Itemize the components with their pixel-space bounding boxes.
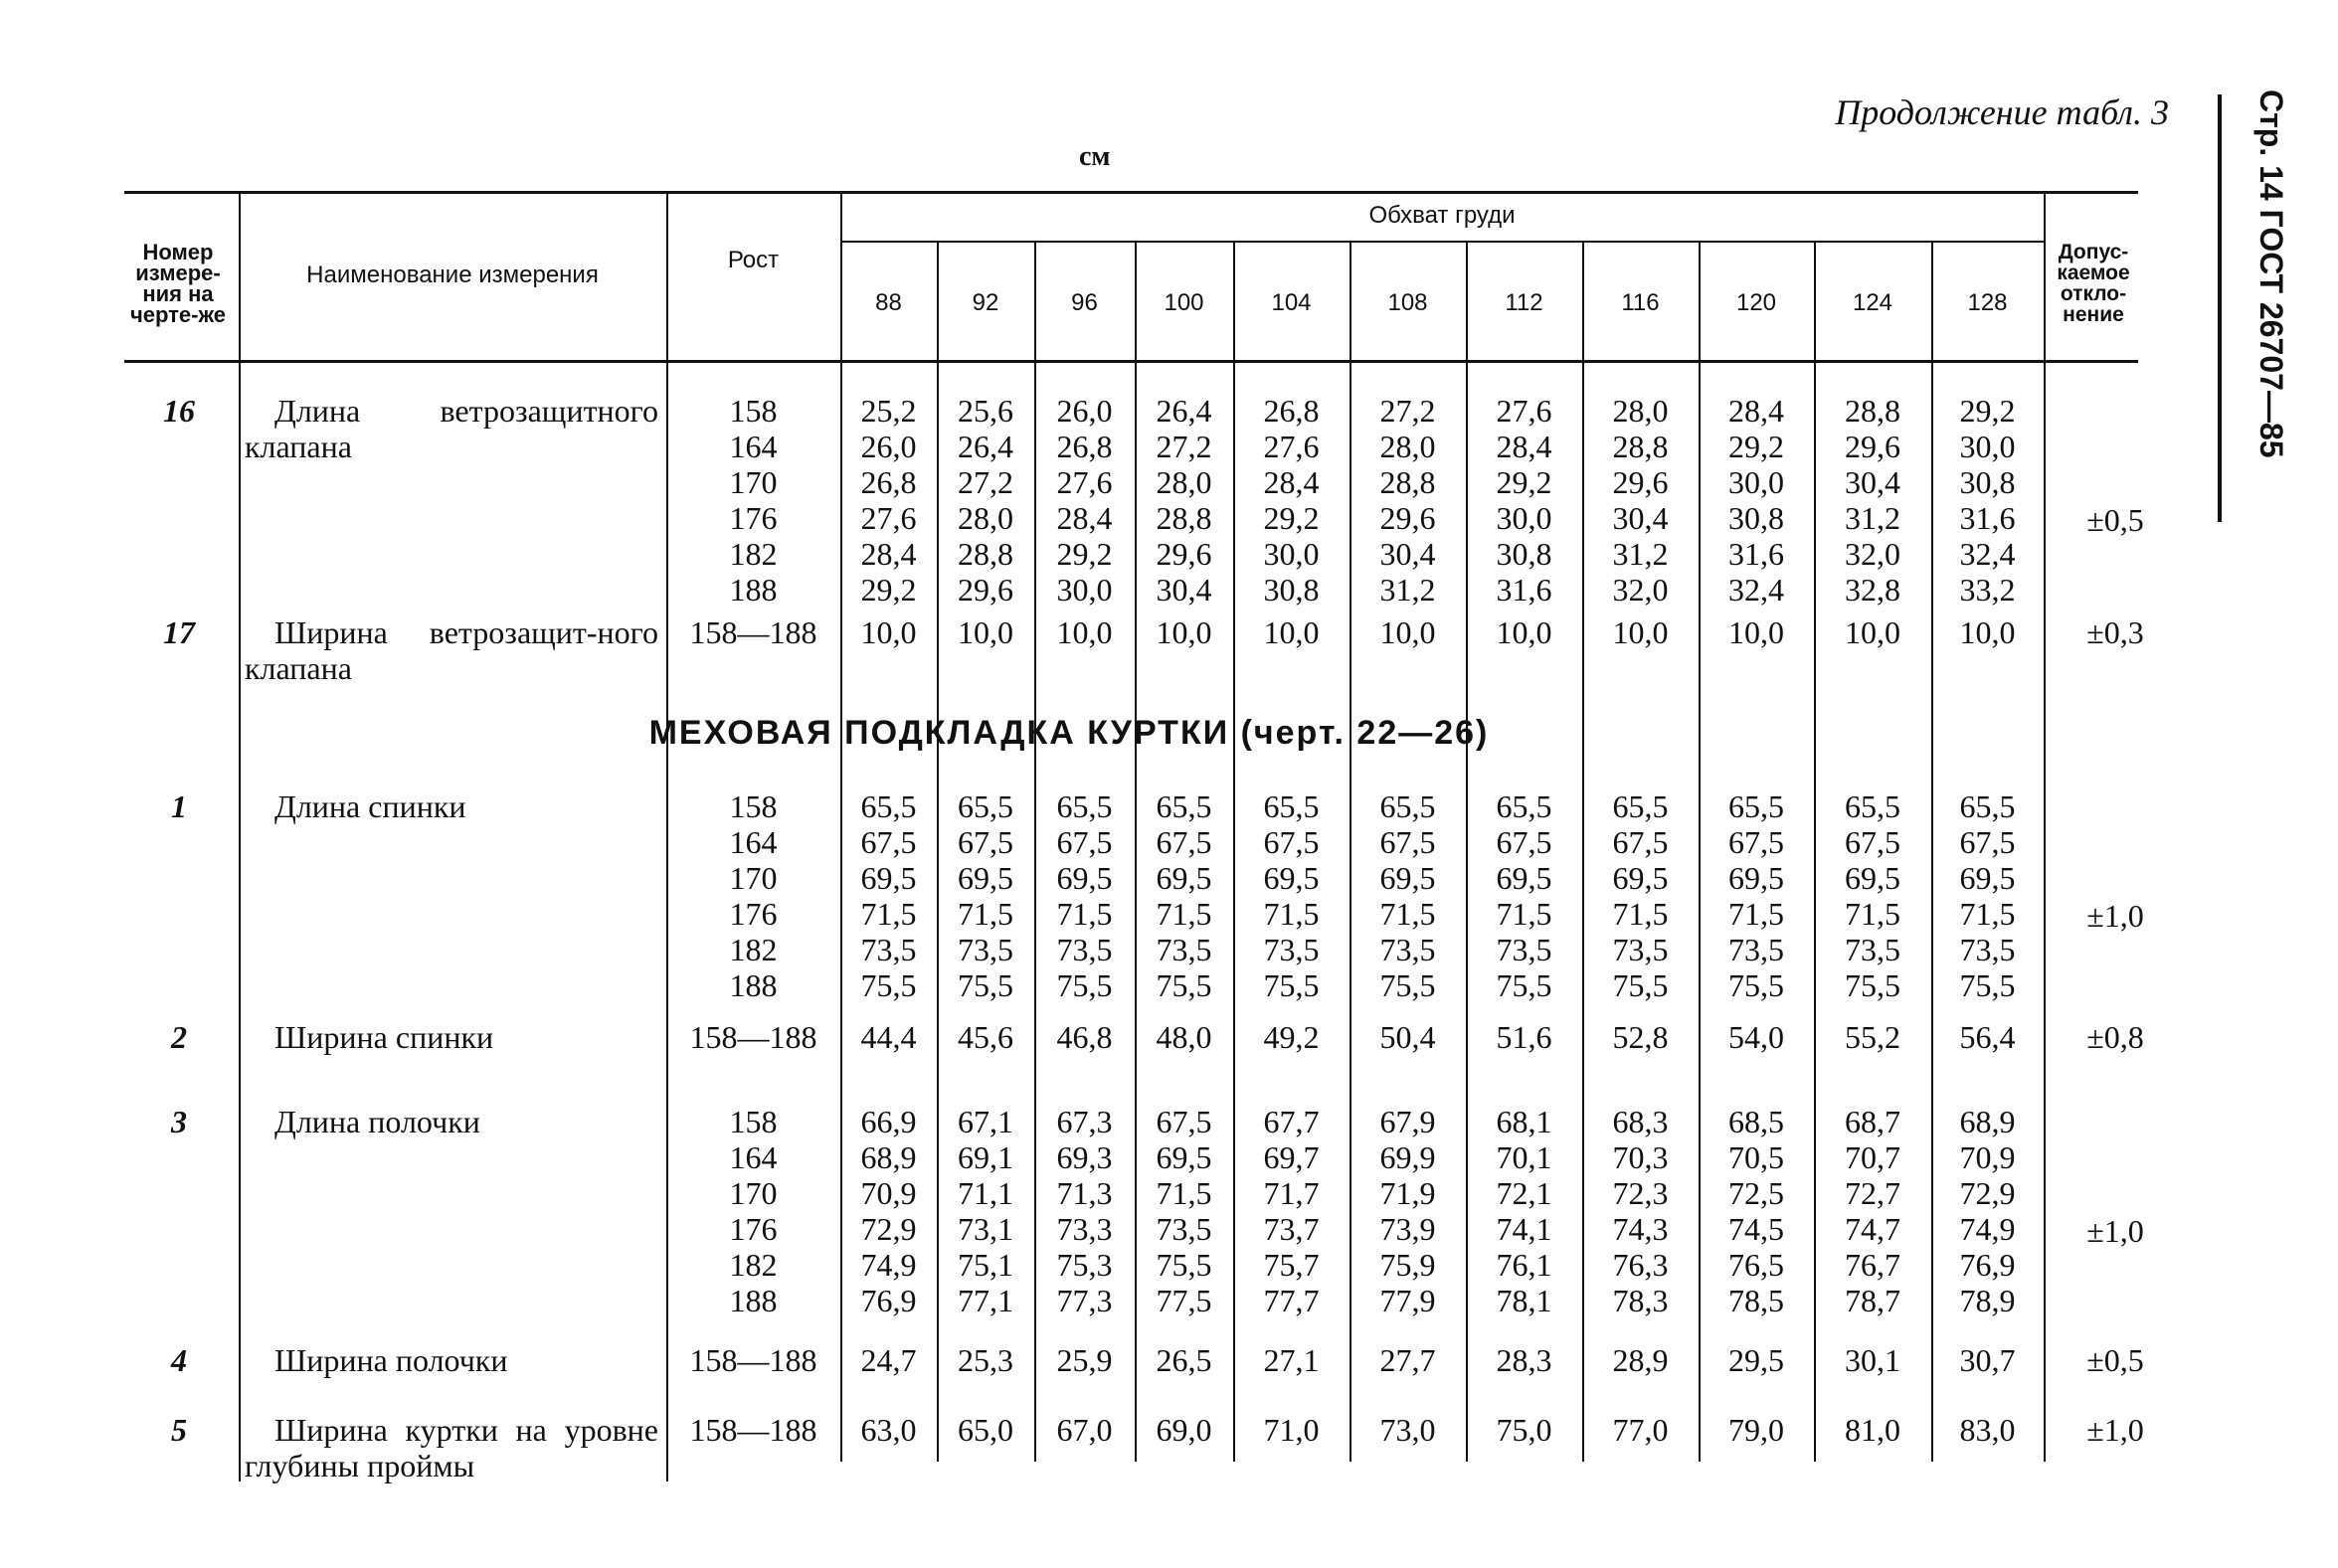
unit-label: см <box>1079 141 1111 172</box>
cell-values: 68,1 70,1 72,1 74,1 76,1 78,1 <box>1496 1104 1552 1318</box>
cell-values: 30,7 <box>1959 1342 2016 1378</box>
cell-values: 81,0 <box>1845 1412 1900 1448</box>
cell-values: 52,8 <box>1612 1019 1669 1055</box>
row-name: Ширина ветрозащит-ного клапана <box>245 614 658 686</box>
row-heights: 158—188 <box>689 1019 817 1055</box>
cell-values: 27,2 28,0 28,8 29,6 30,4 31,2 <box>1379 393 1436 608</box>
cell-values: 26,5 <box>1156 1342 1212 1378</box>
row-deviation: ±1,0 <box>2086 1213 2144 1249</box>
cell-values: 10,0 <box>1496 614 1552 650</box>
cell-values: 65,5 67,5 69,5 71,5 73,5 75,5 <box>1379 788 1436 1003</box>
header-number: Номер измере-ния на черте-же <box>129 240 227 327</box>
cell-values: 67,7 69,7 71,7 73,7 75,7 77,7 <box>1263 1104 1320 1318</box>
cell-values: 49,2 <box>1263 1019 1320 1055</box>
cell-values: 45,6 <box>958 1019 1013 1055</box>
side-divider <box>2218 94 2222 522</box>
cell-values: 75,0 <box>1496 1412 1552 1448</box>
cell-values: 26,0 26,8 27,6 28,4 29,2 30,0 <box>1056 393 1113 608</box>
row-name: Длина полочки <box>274 1104 480 1139</box>
row-heights: 158 164 170 176 182 188 <box>729 1104 778 1318</box>
row-number: 1 <box>171 788 187 824</box>
header-girth-100: 100 <box>1164 289 1204 316</box>
cell-values: 10,0 <box>1156 614 1212 650</box>
cell-values: 10,0 <box>1728 614 1784 650</box>
cell-values: 65,5 67,5 69,5 71,5 73,5 75,5 <box>1263 788 1320 1003</box>
cell-values: 46,8 <box>1056 1019 1113 1055</box>
cell-values: 65,5 67,5 69,5 71,5 73,5 75,5 <box>1496 788 1552 1003</box>
cell-values: 28,0 28,8 29,6 30,4 31,2 32,0 <box>1612 393 1669 608</box>
cell-values: 71,0 <box>1263 1412 1320 1448</box>
row-number: 4 <box>171 1342 187 1378</box>
cell-values: 48,0 <box>1156 1019 1212 1055</box>
header-girth-92: 92 <box>972 289 999 316</box>
cell-values: 63,0 <box>860 1412 917 1448</box>
row-name: Длина ветрозащитного клапана <box>245 393 658 464</box>
cell-values: 50,4 <box>1379 1019 1436 1055</box>
cell-values: 68,3 70,3 72,3 74,3 76,3 78,3 <box>1612 1104 1669 1318</box>
cell-values: 65,5 67,5 69,5 71,5 73,5 75,5 <box>1959 788 2016 1003</box>
cell-values: 10,0 <box>1959 614 2016 650</box>
cell-values: 26,8 27,6 28,4 29,2 30,0 30,8 <box>1263 393 1320 608</box>
row-number: 16 <box>163 393 195 429</box>
cell-values: 65,5 67,5 69,5 71,5 73,5 75,5 <box>1845 788 1900 1003</box>
row-deviation: ±0,5 <box>2086 1342 2144 1378</box>
cell-values: 67,3 69,3 71,3 73,3 75,3 77,3 <box>1056 1104 1113 1318</box>
cell-values: 65,0 <box>958 1412 1013 1448</box>
row-number: 3 <box>171 1104 187 1139</box>
header-girth-112: 112 <box>1505 289 1543 316</box>
cell-values: 30,1 <box>1845 1342 1900 1378</box>
cell-values: 77,0 <box>1612 1412 1669 1448</box>
cell-values: 67,1 69,1 71,1 73,1 75,1 77,1 <box>958 1104 1013 1318</box>
cell-values: 25,2 26,0 26,8 27,6 28,4 29,2 <box>860 393 917 608</box>
col-divider-number <box>239 191 241 1481</box>
cell-values: 65,5 67,5 69,5 71,5 73,5 75,5 <box>958 788 1013 1003</box>
cell-values: 27,1 <box>1263 1342 1320 1378</box>
header-girth-108: 108 <box>1387 289 1428 316</box>
cell-values: 10,0 <box>1263 614 1320 650</box>
cell-values: 27,6 28,4 29,2 30,0 30,8 31,6 <box>1496 393 1552 608</box>
row-deviation: ±1,0 <box>2086 1412 2144 1448</box>
header-girth-128: 128 <box>1967 289 2008 316</box>
row-heights: 158 164 170 176 182 188 <box>729 788 778 1003</box>
col-divider-girth <box>2044 191 2046 1462</box>
cell-values: 26,4 27,2 28,0 28,8 29,6 30,4 <box>1156 393 1212 608</box>
cell-values: 56,4 <box>1959 1019 2016 1055</box>
cell-values: 65,5 67,5 69,5 71,5 73,5 75,5 <box>1728 788 1784 1003</box>
cell-values: 67,9 69,9 71,9 73,9 75,9 77,9 <box>1379 1104 1436 1318</box>
row-number: 5 <box>171 1412 187 1448</box>
cell-values: 44,4 <box>860 1019 917 1055</box>
cell-values: 25,6 26,4 27,2 28,0 28,8 29,6 <box>958 393 1013 608</box>
row-deviation: ±0,8 <box>2086 1019 2144 1055</box>
cell-values: 66,9 68,9 70,9 72,9 74,9 76,9 <box>860 1104 917 1318</box>
cell-values: 73,0 <box>1379 1412 1436 1448</box>
header-girth-88: 88 <box>875 289 902 316</box>
table-continuation-label: Продолжение табл. 3 <box>1835 92 2169 132</box>
cell-values: 10,0 <box>860 614 917 650</box>
cell-values: 67,5 69,5 71,5 73,5 75,5 77,5 <box>1156 1104 1212 1318</box>
row-name: Ширина спинки <box>274 1019 494 1055</box>
cell-values: 54,0 <box>1728 1019 1784 1055</box>
cell-values: 83,0 <box>1959 1412 2016 1448</box>
header-height: Рост <box>727 247 780 273</box>
row-deviation: ±1,0 <box>2086 898 2144 934</box>
header-girth-116: 116 <box>1621 289 1660 316</box>
cell-values: 28,3 <box>1496 1342 1552 1378</box>
cell-values: 65,5 67,5 69,5 71,5 73,5 75,5 <box>1612 788 1669 1003</box>
row-number: 17 <box>163 614 195 650</box>
header-girth-96: 96 <box>1071 289 1098 316</box>
row-name: Длина спинки <box>274 788 466 824</box>
row-deviation: ±0,3 <box>2086 614 2144 650</box>
cell-values: 10,0 <box>1612 614 1669 650</box>
header-girth-104: 104 <box>1271 289 1312 316</box>
cell-values: 27,7 <box>1379 1342 1436 1378</box>
cell-values: 10,0 <box>958 614 1013 650</box>
row-deviation: ±0,5 <box>2086 502 2144 538</box>
cell-values: 79,0 <box>1728 1412 1784 1448</box>
row-name: Ширина куртки на уровне глубины проймы <box>245 1412 658 1483</box>
cell-values: 29,5 <box>1728 1342 1784 1378</box>
section-title: МЕХОВАЯ ПОДКЛАДКА КУРТКИ (черт. 22—26) <box>648 714 1490 752</box>
header-girth-124: 124 <box>1852 289 1893 316</box>
header-name: Наименование измерения <box>306 261 599 288</box>
cell-values: 68,5 70,5 72,5 74,5 76,5 78,5 <box>1728 1104 1784 1318</box>
cell-values: 65,5 67,5 69,5 71,5 73,5 75,5 <box>1156 788 1212 1003</box>
cell-values: 29,2 30,0 30,8 31,6 32,4 33,2 <box>1959 393 2016 608</box>
cell-values: 65,5 67,5 69,5 71,5 73,5 75,5 <box>1056 788 1113 1003</box>
row-number: 2 <box>171 1019 187 1055</box>
cell-values: 68,7 70,7 72,7 74,7 76,7 78,7 <box>1845 1104 1900 1318</box>
cell-values: 51,6 <box>1496 1019 1552 1055</box>
cell-values: 55,2 <box>1845 1019 1900 1055</box>
header-girth-group: Обхват груди <box>1368 202 1516 229</box>
cell-values: 25,9 <box>1056 1342 1113 1378</box>
cell-values: 28,9 <box>1612 1342 1669 1378</box>
row-heights: 158—188 <box>689 1412 817 1448</box>
cell-values: 67,0 <box>1056 1412 1113 1448</box>
header-bottom-rule <box>124 360 2138 363</box>
row-name: Ширина полочки <box>274 1342 508 1378</box>
cell-values: 28,4 29,2 30,0 30,8 31,6 32,4 <box>1728 393 1784 608</box>
cell-values: 28,8 29,6 30,4 31,2 32,0 32,8 <box>1845 393 1900 608</box>
cell-values: 10,0 <box>1845 614 1900 650</box>
cell-values: 68,9 70,9 72,9 74,9 76,9 78,9 <box>1959 1104 2016 1318</box>
header-girth-120: 120 <box>1735 289 1777 316</box>
page-standard-label: Стр. 14 ГОСТ 26707—85 <box>2253 89 2289 458</box>
cell-values: 24,7 <box>860 1342 917 1378</box>
row-heights: 158—188 <box>689 614 817 650</box>
cell-values: 10,0 <box>1056 614 1113 650</box>
girth-group-rule <box>840 241 2044 243</box>
cell-values: 69,0 <box>1156 1412 1212 1448</box>
cell-values: 25,3 <box>958 1342 1013 1378</box>
cell-values: 10,0 <box>1379 614 1436 650</box>
cell-values: 65,5 67,5 69,5 71,5 73,5 75,5 <box>860 788 917 1003</box>
row-heights: 158—188 <box>689 1342 817 1378</box>
row-heights: 158 164 170 176 182 188 <box>729 393 778 608</box>
header-deviation: Допус-каемое откло-нение <box>2057 241 2130 326</box>
